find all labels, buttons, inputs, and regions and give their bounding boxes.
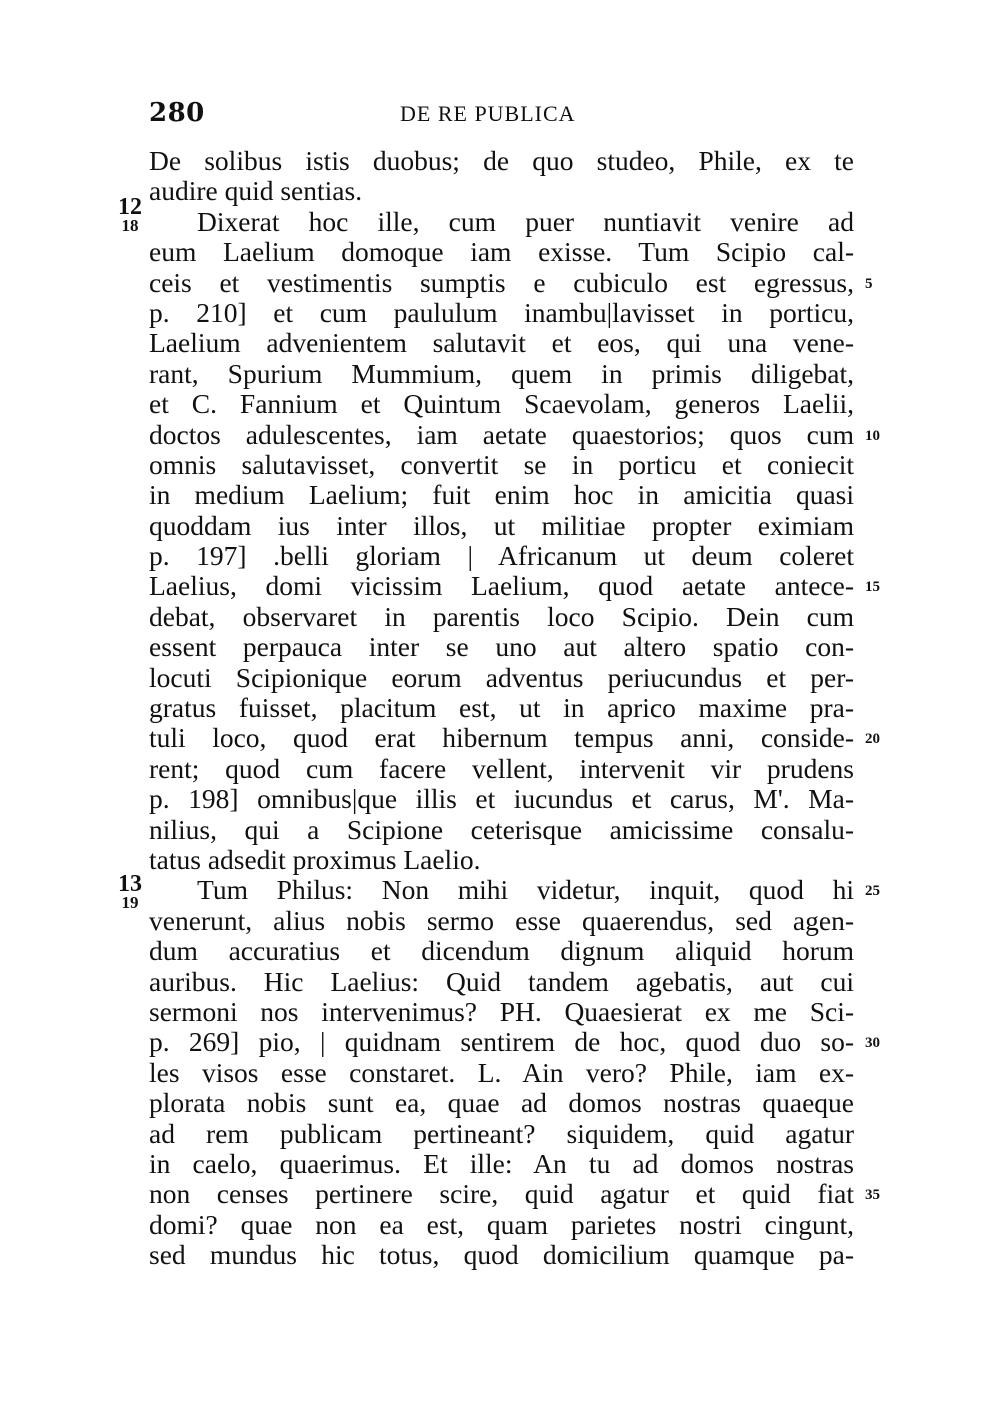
text-line (149, 266, 873, 298)
text-line: rant, Spurium Mummium, quem in primis diligebat, (149, 357, 854, 389)
text-line: ad rem publicam pertineant? siquidem, quid agatur (149, 1117, 854, 1149)
line-number: 10 (865, 427, 880, 444)
text-line: domi? quae non ea est, quam parietes nostri cingunt, (149, 1208, 854, 1240)
text-line: p. 210] et cum paululum inambu|lavisset in porticu, (149, 296, 854, 328)
text-line (149, 570, 880, 602)
section-marker-12 (113, 196, 147, 234)
subsection-number: 18 (121, 216, 139, 235)
section-number: 13 (118, 871, 142, 897)
text-line: De solibus istis duobus; de quo studeo, Phile, ex te (149, 145, 854, 176)
subsection-number: 19 (121, 893, 139, 912)
text-line: les visos esse constaret. L. Ain vero? Phile, iam ex- (149, 1056, 854, 1088)
line-number: 5 (865, 275, 873, 292)
text-line-content: ceis et vestimentis sumptis e cubiculo est egressus, (149, 266, 854, 298)
text-line (149, 1026, 880, 1058)
text-line-content: Laelius, domi vicissim Laelium, quod aetate antece- (149, 570, 854, 602)
text-line: Laelium advenientem salutavit et eos, qui una vene- (149, 327, 854, 359)
line-number: 15 (865, 579, 880, 596)
text-line-content: tuli loco, quod erat hibernum tempus anni, conside- (149, 722, 854, 754)
line-number: 20 (865, 731, 880, 748)
text-line: p. 197] .belli gloriam | Africanum ut deum coleret (149, 540, 854, 572)
text-line: rent; quod cum facere vellent, intervenit vir prudens (149, 752, 854, 784)
text-line: quoddam ius inter illos, ut militiae propter eximiam (149, 509, 854, 541)
body-text (149, 145, 880, 1271)
text-line: venerunt, alius nobis sermo esse quaerendus, sed agen- (149, 904, 854, 936)
line-number: 30 (865, 1035, 880, 1052)
text-line (149, 1178, 880, 1210)
text-line: dum accuratius et dicendum dignum aliquid horum (149, 935, 854, 967)
page-number: 280 (149, 98, 205, 128)
section-number: 12 (118, 194, 142, 220)
text-line: sermoni nos intervenimus? PH. Quaesierat ex me Sci- (149, 995, 854, 1027)
text-line: audire quid sentias. (149, 175, 363, 207)
text-line: tatus adsedit proximus Laelio. (149, 843, 481, 875)
text-line-content: non censes pertinere scire, quid agatur et quid fiat (149, 1178, 854, 1210)
text-line: in caelo, quaerimus. Et ille: An tu ad domos nostras (149, 1147, 854, 1179)
text-line (149, 418, 880, 450)
text-line: debat, observaret in parentis loco Scipio. Dein cum (149, 600, 854, 632)
text-line: eum Laelium domoque iam exisse. Tum Scipio cal- (149, 236, 854, 268)
text-line: essent perpauca inter se uno aut altero spatio con- (149, 631, 854, 663)
text-line-content: p. 269] pio, | quidnam sentirem de hoc, quod duo so- (149, 1026, 854, 1058)
text-line: in medium Laelium; fuit enim hoc in amicitia quasi (149, 479, 854, 511)
text-line: nilius, qui a Scipione ceterisque amicissime consalu- (149, 813, 854, 845)
line-number: 35 (865, 1187, 880, 1204)
text-line: auribus. Hic Laelius: Quid tandem agebatis, aut cui (149, 965, 854, 997)
text-line: plorata nobis sunt ea, quae ad domos nostras quaeque (149, 1087, 854, 1119)
text-line: omnis salutavisset, convertit se in porticu et coniecit (149, 448, 854, 480)
section-marker-13 (113, 873, 147, 911)
text-line-content: doctos adulescentes, iam aetate quaestorios; quos cum (149, 418, 854, 450)
text-line: Dixerat hoc ille, cum puer nuntiavit venire ad (197, 205, 854, 237)
text-line (149, 722, 880, 754)
line-number: 25 (865, 883, 880, 900)
running-head: DE RE PUBLICA (400, 101, 576, 126)
text-line: et C. Fannium et Quintum Scaevolam, generos Laelii, (149, 388, 854, 420)
text-line (149, 874, 880, 906)
text-line: sed mundus hic totus, quod domicilium quamque pa- (149, 1239, 854, 1271)
text-line-content: Tum Philus: Non mihi videtur, inquit, quod hi (197, 874, 854, 906)
text-line: gratus fuisset, placitum est, ut in aprico maxime pra- (149, 692, 854, 724)
text-line: locuti Scipionique eorum adventus periucundus et per- (149, 661, 854, 693)
text-line: p. 198] omnibus|que illis et iucundus et carus, M'. Ma- (149, 783, 854, 815)
